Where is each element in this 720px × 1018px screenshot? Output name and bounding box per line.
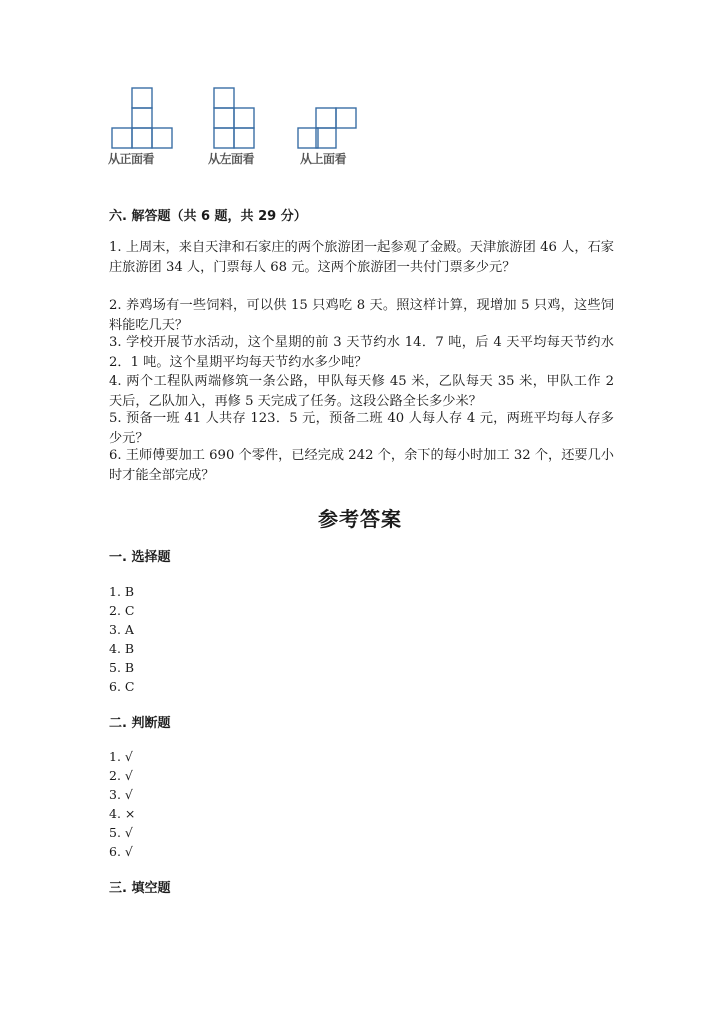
answer-item: 4. B [109,641,135,656]
left-view-label: 从左面看 [208,152,255,166]
answers-section3-title: 三. 填空题 [109,881,171,896]
question-5: 5. 预备一班 41 人共存 123．5 元，预备二班 40 人每人存 4 元，两班平均每人存多少元？ [109,411,614,446]
question-4: 4. 两个工程队两端修筑一条公路，甲队每天修 45 米，乙队每天 35 米，甲队工作 2 天后，乙队加入，再修 5 天完成了任务。这段公路全长多少米？ [109,374,614,409]
three-view-figure [108,84,408,174]
top-view-label: 从上面看 [300,152,347,166]
answer-item: 4. × [109,806,136,821]
section6-title: 六. 解答题（共 6 题，共 29 分） [109,209,307,224]
answer-key-title: 参考答案 [318,507,402,531]
answer-item: 3. A [109,622,134,637]
question-2: 2. 养鸡场有一些饲料，可以供 15 只鸡吃 8 天。照这样计算，现增加 5 只鸡，这些饲料能吃几天？ [109,298,614,333]
answer-item: 2. C [109,603,135,618]
top-view [296,84,376,174]
answer-item: 5. B [109,660,135,675]
question-1: 1. 上周末，来自天津和石家庄的两个旅游团一起参观了金殿。天津旅游团 46 人，石家庄旅游团 34 人，门票每人 68 元。这两个旅游团一共付门票多少元？ [109,240,614,275]
answer-item: 3. √ [109,787,133,802]
left-view-grid [208,84,288,150]
answers-section2-title: 二. 判断题 [109,716,171,731]
left-view [208,84,288,174]
answer-item: 1. B [109,584,135,599]
answer-item: 5. √ [109,825,133,840]
answer-item: 1. √ [109,749,133,764]
answers-section1-title: 一. 选择题 [109,550,171,565]
front-view [108,84,188,174]
answer-item: 6. √ [109,844,133,859]
top-view-grid [296,84,376,150]
answer-item: 2. √ [109,768,133,783]
answers-section1-list [109,582,134,696]
front-view-label: 从正面看 [108,152,155,166]
answers-section2-list [109,747,135,861]
question-3: 3. 学校开展节水活动，这个星期的前 3 天节约水 14．7 吨，后 4 天平均每天节约水 2．1 吨。这个星期平均每天节约水多少吨？ [109,335,614,370]
front-view-grid [108,84,188,150]
answer-item: 6. C [109,679,135,694]
question-6: 6. 王师傅要加工 690 个零件，已经完成 242 个，余下的每小时加工 32 个，还要几小时才能全部完成？ [109,448,614,483]
